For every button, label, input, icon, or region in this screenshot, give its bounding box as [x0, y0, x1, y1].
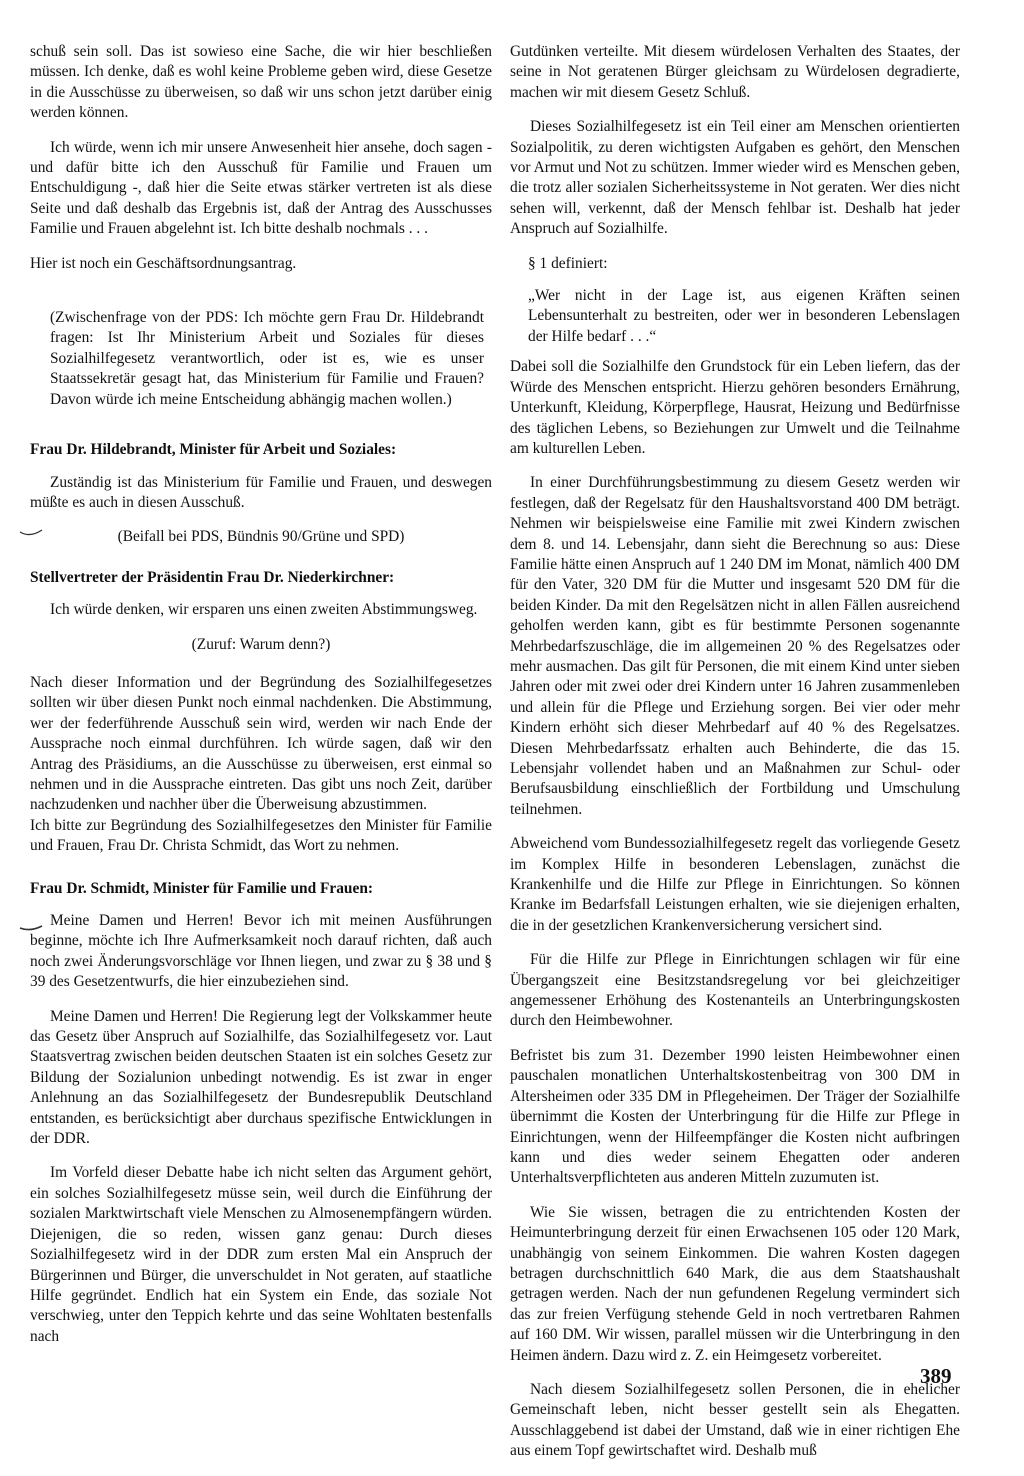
- left-column: [30, 42, 492, 1361]
- paragraph: Im Vorfeld dieser Debatte habe ich nicht selten das Argument gehört, ein solches Sozialhilfegesetz müsse sein, weil durch die Einführung der sozialen Marktwirtschaft viele Menschen zu Almosenempfängern würden. Diejenigen, die so reden, wissen ganz genau: Durch dieses Sozialhilfegesetz wird in der DDR zum ersten Mal ein Anspruch der Bürgerinnen und Bürger, die unverschuldet in Not geraten, auf staatliche Hilfe gegründet. Endlich hat ein System ein Ende, das soziale Not verschwieg, unter den Teppich kehrte und das seine Wohltaten bestenfalls nach: [30, 1164, 492, 1345]
- paragraph: Ich würde denken, wir ersparen uns einen zweiten Abstimmungsweg.: [50, 601, 478, 619]
- speaker-heading: Stellvertreter der Präsidentin Frau Dr. Niederkirchner:: [30, 568, 395, 586]
- paragraph: In einer Durchführungsbestimmung zu diesem Gesetz werden wir festlegen, daß der Regelsatz für den Haushaltsvorstand 400 DM beträgt. Nehmen wir beispielsweise eine Familie mit zwei Kindern zwischen dem 8. und 14. Lebensjahr, dann sieht die Berechnung so aus: Diese Familie hätte einen Anspruch auf 1 240 DM im Monat, nämlich 400 DM für den Vater, 320 DM für die Mutter und insgesamt 520 DM für die beiden Kinder. Da mit den Regelsätzen nicht in allen Fällen ausreichend geholfen werden kann, gibt es für bestimmte Personen sogenannte Mehrbedarfszuschläge, die im allgemeinen 20 % des Regelsatzes oder mehr ausmachen. Das gilt für Personen, die mit einem Kind unter sieben Jahren oder mit zwei oder drei Kindern unter 16 Jahren zusammenleben und allein für die Pflege und Erziehung sorgen. Bei vier oder mehr Kindern erhöht sich dieser Mehrbedarf auf 40 % des Regelsatzes. Diesen Mehrbedarfssatz erhalten auch Behinderte, die das 15. Lebensjahr vollendet haben und an Maßnahmen zur Schul- oder Berufsausbildung einschließlich der Fortbildung und Umschulung teilnehmen.: [510, 474, 960, 818]
- paragraph: Befristet bis zum 31. Dezember 1990 leisten Heimbewohner einen pauschalen monatlichen Unterhaltskostenbeitrag von 300 DM in Altersheimen oder 335 DM in Pflegeheimen. Der Träger der Sozialhilfe übernimmt die Kosten der Unterbringung für die Hilfe zur Pflege in Einrichtungen, wenn der Hilfeempfänger die Kosten nicht aufbringen kann und dies weder seinem Ehegatten oder anderen Unterhaltsverpflichteten aus anderen Mitteln zuzumuten ist.: [510, 1046, 960, 1187]
- paragraph: schuß sein soll. Das ist sowieso eine Sache, die wir hier beschließen müssen. Ich denke, daß es wohl keine Probleme geben wird, diese Gesetze in die Ausschüsse zu überweisen, so daß wir uns schon jetzt darüber einig werden können.: [30, 43, 492, 122]
- page-number: 389: [920, 1364, 952, 1388]
- paragraph: Zuständig ist das Ministerium für Familie und Frauen, und deswegen müßte es auch in diesen Ausschuß.: [30, 473, 492, 511]
- paragraph: Meine Damen und Herren! Bevor ich mit meinen Ausführungen beginne, möchte ich Ihre Aufmerksamkeit noch darauf richten, daß auch noch zwei Änderungsvorschläge vor Ihnen liegen, und zwar zu § 38 und § 39 des Gesetzentwurfs, die hier einzubeziehen sind.: [30, 912, 492, 991]
- paragraph: Dabei soll die Sozialhilfe den Grundstock für ein Leben liefern, das der Würde des Menschen entspricht. Hierzu gehören besonders Ernährung, Unterkunft, Kleidung, Körperpflege, Hausrat, Heizung und Bedürfnisse des täglichen Lebens, so Beziehungen zur Umwelt und die Teilnahme am kulturellen Leben.: [510, 358, 960, 457]
- paragraph: Wie Sie wissen, betragen die zu entrichtenden Kosten der Heimunterbringung derzeit für einen Erwachsenen 105 oder 120 Mark, unabhängig von seinem Einkommen. Die wahren Kosten dagegen betragen durchschnittlich 640 Mark, die aus dem Staatshaushalt getragen werden. Nach der nun gefundenen Regelung vermindert sich das zur freien Verfügung stehende Geld in noch vertretbaren Rahmen auf 160 DM. Wir wissen, parallel müssen wir die Unterbringung in den Heimen ändern. Dazu wird z. Z. ein Heimgesetz vorbereitet.: [510, 1203, 960, 1364]
- speaker-heading: Frau Dr. Schmidt, Minister für Familie und Frauen:: [30, 879, 374, 897]
- interjection: (Zuruf: Warum denn?): [191, 635, 331, 653]
- paragraph: Nach diesem Sozialhilfegesetz sollen Personen, die in ehelicher Gemeinschaft leben, nicht besser gestellt sein als Ehegatten. Ausschlaggebend ist dabei der Umstand, daß wie in einer richtigen Ehe aus einem Topf gewirtschaftet wird. Deshalb muß: [510, 1380, 960, 1460]
- paragraph: Ich würde, wenn ich mir unsere Anwesenheit hier ansehe, doch sagen - und dafür bitte ich den Ausschuß für Familie und Frauen um Entschuldigung -, daß hier die Seite etwas stärker vertreten ist als diese Seite und daß deshalb das Ergebnis ist, daß der Antrag des Ausschusses Familie und Frauen abgelehnt ist. Ich bitte deshalb nochmals . . .: [30, 138, 492, 238]
- paragraph: Hier ist noch ein Geschäftsordnungsantrag.: [30, 254, 297, 272]
- pen-mark-icon: [18, 526, 44, 538]
- right-column: [510, 42, 960, 1476]
- paragraph: Gutdünken verteilte. Mit diesem würdelosen Verhalten des Staates, der seine in Not geratenen Bürger gleichsam zu Würdelosen degradierte, machen wir mit diesem Gesetz Schluß.: [510, 43, 960, 101]
- paragraph: Für die Hilfe zur Pflege in Einrichtungen schlagen wir für eine Übergangszeit eine Besitzstandsregelung vor bei gleichzeitiger angemessener Erhöhung des Kostenanteils an Unterbringungskosten durch den Heimbewohner.: [510, 951, 960, 1030]
- interjection: (Zwischenfrage von der PDS: Ich möchte gern Frau Dr. Hildebrandt fragen: Ist Ihr Ministerium Arbeit und Soziales für dieses Sozialhilfegesetz verantwortlich, oder ist es, wie es unser Staatssekretär gesagt hat, das Ministerium für Familie und Frauen? Davon würde ich meine Entscheidung abhängig machen wollen.): [50, 309, 484, 408]
- applause-note: (Beifall bei PDS, Bündnis 90/Grüne und SPD): [117, 528, 405, 546]
- block-quote: „Wer nicht in der Lage ist, aus eigenen Kräften seinen Lebensunterhalt zu bestreiten, oder wer in besonderen Lebenslagen der Hilfe bedarf . . .“: [528, 287, 960, 345]
- speaker-heading: Frau Dr. Hildebrandt, Minister für Arbeit und Soziales:: [30, 441, 397, 459]
- paragraph-reference: § 1 definiert:: [528, 254, 608, 272]
- paragraph: Abweichend vom Bundessozialhilfegesetz regelt das vorliegende Gesetz im Komplex Hilfe in besonderen Lebenslagen, zunächst die Krankenhilfe und die Hilfe zur Pflege in Einrichtungen. So können Kranke im Bedarfsfall Leistungen erhalten, wie sie diejenigen erhalten, die in der gesetzlichen Krankenversicherung versichert sind.: [510, 835, 960, 934]
- paragraph: Ich bitte zur Begründung des Sozialhilfegesetzes den Minister für Familie und Frauen, Frau Dr. Christa Schmidt, das Wort zu nehmen.: [30, 816, 492, 855]
- paragraph: Nach dieser Information und der Begründung des Sozialhilfegesetzes sollten wir über diesen Punkt noch einmal nachdenken. Die Abstimmung, wer der federführende Ausschuß sein wird, werden wir nach Ende der Aussprache noch einmal durchführen. Ich würde sagen, daß wir den Antrag des Präsidiums, an die Ausschüsse zu überweisen, erst einmal so nehmen und in die Aussprache eintreten. Das gibt uns noch Zeit, darüber nachzudenken und nachher über die Überweisung abzustimmen.: [30, 673, 492, 814]
- pen-mark-icon: [18, 920, 44, 932]
- paragraph: Meine Damen und Herren! Die Regierung legt der Volkskammer heute das Gesetz über Anspruch auf Sozialhilfe, das Sozialhilfegesetz vor. Laut Staatsvertrag zwischen beiden deutschen Staaten ist ein solches Gesetz zur Bildung der Sozialunion unbedingt notwendig. Es ist zwar in enger Anlehnung an das Sozialhilfegesetz der Bundesrepublik Deutschland entstanden, es berücksichtigt aber durchaus spezifische Entwicklungen in der DDR.: [30, 1007, 492, 1148]
- paragraph: Dieses Sozialhilfegesetz ist ein Teil einer am Menschen orientierten Sozialpolitik, zu deren wichtigsten Aufgaben es gehört, den Menschen vor Armut und Not zu schützen. Immer wieder wird es Menschen geben, die trotz aller sozialen Sicherheitssysteme in Not geraten. Wer dies nicht sehen will, verkennt, daß der Mensch fehlbar ist. Deshalb hat jeder Anspruch auf Sozialhilfe.: [510, 118, 960, 238]
